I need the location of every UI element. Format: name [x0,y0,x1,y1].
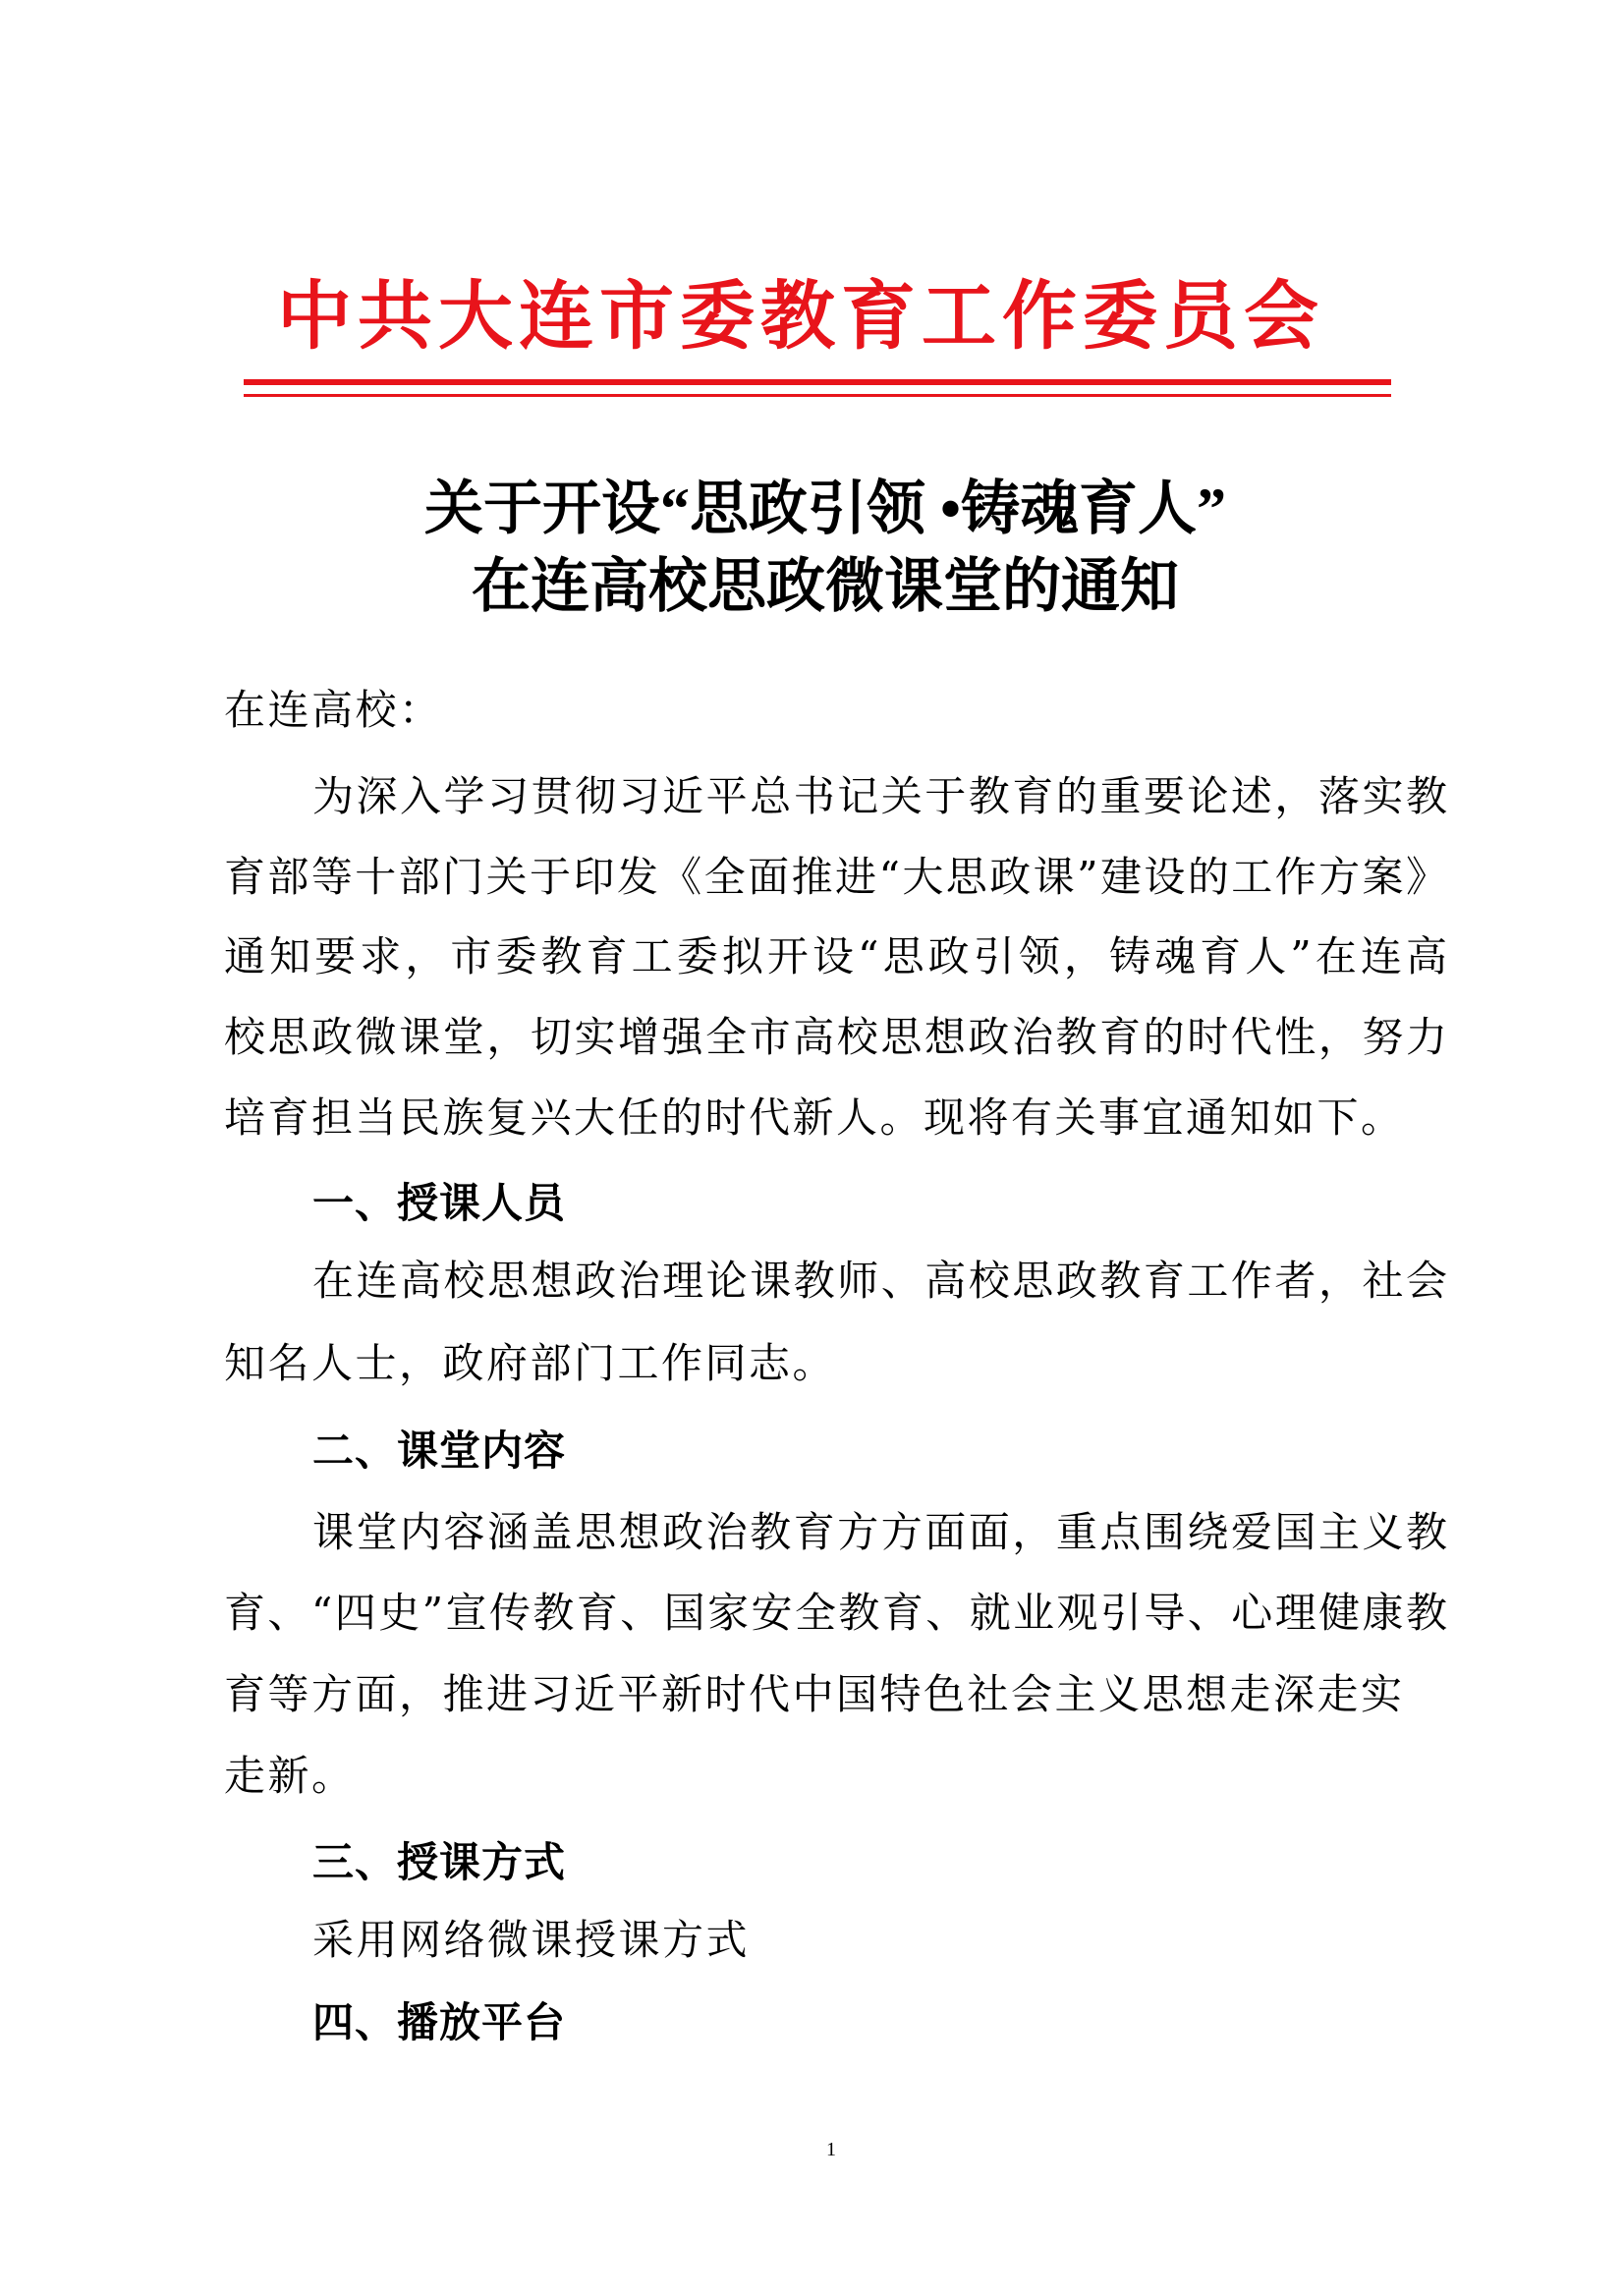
section-line: 育、“四史”宣传教育、国家安全教育、就业观引导、心理健康教 [224,1589,1447,1637]
intro-line: 培育担当民族复兴大任的时代新人。现将有关事宜通知如下。 [224,1093,1405,1142]
section-heading: 四、播放平台 [312,1998,567,2046]
letterhead-org-name: 中共大连市委教育工作委员会 [277,275,1324,359]
intro-line: 校思政微课堂，切实增强全市高校思想政治教育的时代性，努力 [224,1013,1447,1061]
section-line: 走新。 [224,1752,356,1800]
section-heading: 二、课堂内容 [312,1427,567,1475]
section-heading: 三、授课方式 [312,1838,567,1886]
intro-line: 通知要求，市委教育工委拟开设“思政引领，铸魂育人”在连高 [224,932,1447,980]
page-number: 1 [826,2139,836,2160]
letterhead-rule-thick [244,379,1391,385]
document-title-line-1: 关于开设“思政引领 •铸魂育人” [423,476,1226,541]
section-line: 课堂内容涵盖思想政治教育方方面面，重点围绕爱国主义教 [312,1508,1447,1556]
section-heading: 一、授课人员 [312,1179,567,1227]
section-line: 育等方面，推进习近平新时代中国特色社会主义思想走深走实 [224,1670,1405,1718]
intro-line: 育部等十部门关于印发《全面推进“大思政课”建设的工作方案》 [224,853,1447,901]
document-title-line-2: 在连高校思政微课堂的通知 [472,554,1179,619]
intro-line: 为深入学习贯彻习近平总书记关于教育的重要论述，落实教 [312,772,1447,820]
letterhead-rule-thin [244,394,1391,397]
section-line: 在连高校思想政治理论课教师、高校思政教育工作者，社会 [312,1257,1447,1305]
section-line: 采用网络微课授课方式 [312,1916,751,1964]
section-line: 知名人士，政府部门工作同志。 [224,1339,837,1387]
salutation: 在连高校： [224,686,443,734]
